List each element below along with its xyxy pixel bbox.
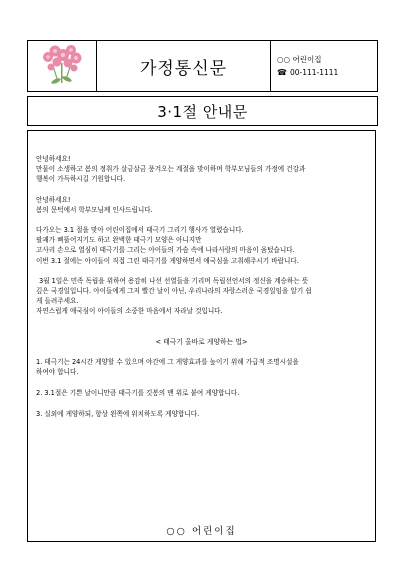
phone-number: 00-111-1111 (289, 68, 339, 77)
paragraph-event (36, 225, 367, 266)
paragraph-meaning (36, 276, 367, 307)
newsletter-header (27, 40, 378, 92)
paragraph-closing (36, 306, 367, 316)
text-line: 고사리 손으로 열심히 태극기를 그리는 아이들의 가슴 속에 나라사랑의 마음이 움텄습니다. (36, 246, 295, 255)
text-line: 3. 실외에 게양하되, 항상 왼쪽에 위치하도록 게양합니다. (36, 410, 200, 419)
text-line: 깊은 국경일입니다. 아이들에게 그저 빨간 날이 아닌, 우리나라의 자랑스러운 국경일임을 알기 쉽 (36, 287, 312, 296)
text-line: 다가오는 3.1 절을 맞아 어린이집에서 태극기 그리기 행사가 열렸습니다. (36, 226, 244, 235)
text-line: 이번 3.1 절에는 아이들이 직접 그린 태극기를 게양하면서 애국심을 고취해주시기 바랍니다. (36, 256, 299, 265)
text-line: 팔괘가 삐뚤어지기도 하고 완벽한 태극기 모양은 아니지만 (36, 236, 202, 245)
text-line: 자연스럽게 애국심이 아이들의 소중한 마음에서 자라날 것입니다. (36, 307, 223, 316)
text-line: 행복이 가득하시길 기원합니다. (36, 175, 126, 184)
document-title: 3·1절 안내문 (27, 96, 378, 126)
text-line: 1. 태극기는 24시간 게양할 수 있으며 야간에 그 게양효과를 높이기 위해 가급적 조명시설을 (36, 357, 299, 366)
newsletter-title: 가정통신문 (97, 41, 271, 91)
flower-logo (28, 41, 97, 91)
text-line: 안녕하세요! (36, 155, 71, 163)
phone-icon: ☎ (277, 68, 287, 77)
footer-school-name: ○○ 어린이집 (166, 525, 237, 537)
school-name: ○○ 어린이집 (277, 55, 322, 64)
text-line: 게 들려주세요. (36, 297, 79, 306)
paragraph-greeting (36, 154, 367, 185)
guide-item-3 (36, 409, 367, 419)
text-line: 3월 1일은 민족 독립을 위하여 용감히 나선 선열들을 기리며 독립선언서의 정신을 계승하는 뜻 (39, 276, 309, 285)
text-line: 안녕하세요! (36, 195, 71, 204)
text-line: 하여야 합니다. (36, 368, 79, 377)
guide-item-2 (36, 388, 367, 398)
text-line: 봄의 문턱에서 학부모님께 인사드립니다. (36, 205, 153, 214)
text-line: 만물이 소생하고 봄의 정취가 살금살금 풍겨오는 계절을 맞이하며 학부모님들의 가정에 건강과 (36, 165, 306, 174)
guide-title: < 태극기 올바로 게양하는 법> (155, 337, 248, 346)
contact-info (271, 41, 377, 91)
flower-icon (28, 41, 96, 91)
paragraph-greeting-2 (36, 195, 367, 215)
text-line: 2. 3.1절은 기쁜 날이니만큼 태극기를 깃봉의 맨 위로 붙여 게양합니다. (36, 389, 240, 398)
guide-item-1 (36, 357, 367, 377)
content-body (27, 130, 376, 542)
phone-row (277, 66, 377, 79)
